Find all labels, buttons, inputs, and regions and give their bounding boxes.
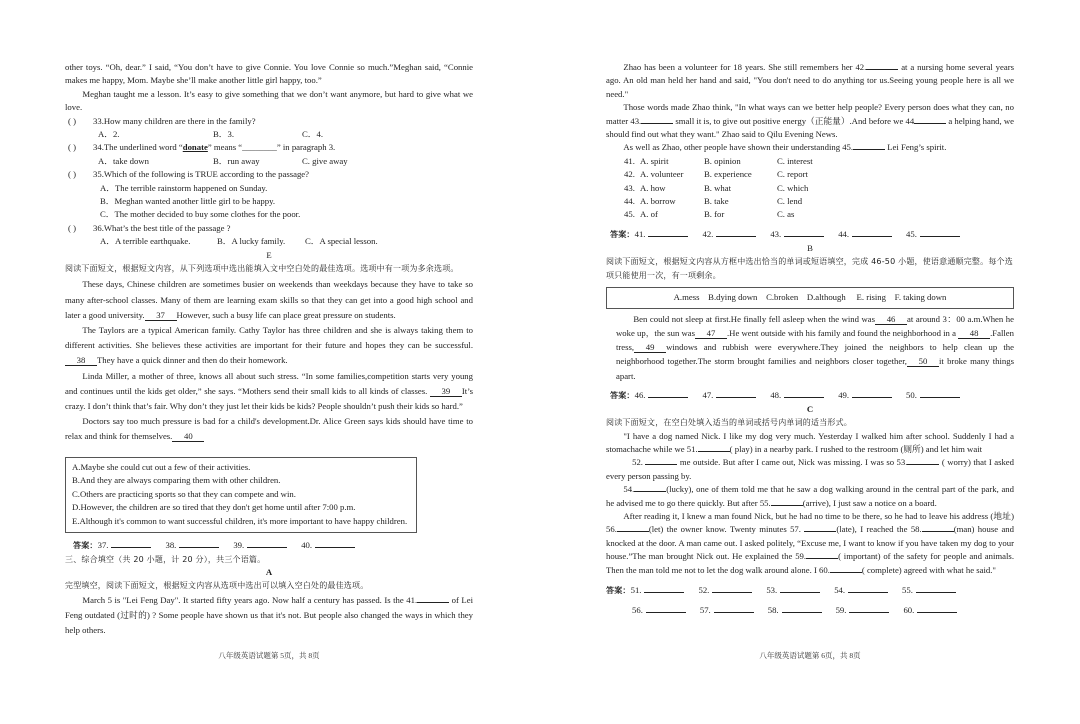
passage-paragraph bbox=[606, 312, 1014, 383]
option-item: D.However, the children are so tired that they don't get home until after 7:00 p.m. bbox=[72, 502, 356, 513]
answer-item bbox=[903, 605, 957, 615]
answer-number: 43. bbox=[770, 228, 782, 239]
option-c: C．4. bbox=[302, 129, 323, 140]
answer-row bbox=[606, 603, 1014, 617]
question-options bbox=[65, 155, 473, 168]
text-run: As well as Zhao, other people have shown their understanding 45. bbox=[623, 142, 854, 153]
answer-blank[interactable] bbox=[784, 390, 824, 398]
text-run: it broke many things apart. bbox=[616, 356, 1014, 381]
passage-paragraph bbox=[65, 277, 473, 323]
answer-blank[interactable] bbox=[917, 605, 957, 613]
blank-field[interactable] bbox=[641, 123, 673, 124]
answer-label: 答案： bbox=[610, 390, 635, 400]
choice-option-a[interactable]: A. of bbox=[640, 209, 658, 220]
answer-blank[interactable] bbox=[780, 585, 820, 593]
page-footer: 八年级英语试题第 5页，共 8页 bbox=[218, 651, 320, 660]
section-instruction: 阅读下面短文，根据短文内容从方框中选出恰当的单词或短语填空，完成 46-50 小题，使语意通顺完整。每个选项只能使用一次，有一项剩余。 bbox=[606, 257, 1013, 281]
answer-item bbox=[635, 229, 689, 239]
answer-row bbox=[606, 388, 1014, 403]
answer-blank[interactable] bbox=[179, 540, 219, 548]
passage-paragraph bbox=[606, 483, 1014, 510]
answer-number: 53. bbox=[766, 585, 778, 596]
answer-blank[interactable] bbox=[852, 229, 892, 237]
answer-blank[interactable] bbox=[644, 585, 684, 593]
answer-paren[interactable]: ( ) bbox=[68, 222, 76, 233]
choice-option-c[interactable]: C. which bbox=[777, 182, 809, 193]
answer-item bbox=[838, 229, 892, 239]
blank-field[interactable] bbox=[806, 558, 838, 559]
answer-blank[interactable] bbox=[646, 605, 686, 613]
choice-option-a[interactable]: A. how bbox=[640, 182, 666, 193]
text-run: These days, Chinese children are sometimes busier on weekends than weekdays because they have to take so many after-school classes. Many of them are learning exam skills so that they can get into a good high school and later a good university. bbox=[65, 279, 473, 320]
answer-blank[interactable] bbox=[714, 605, 754, 613]
blank-field[interactable] bbox=[853, 149, 885, 150]
text-run: (late), I reached the 58. bbox=[836, 524, 922, 535]
blank-field[interactable]: 50 bbox=[907, 357, 939, 367]
question-options bbox=[65, 235, 473, 248]
blank-field[interactable]: 46 bbox=[875, 315, 907, 325]
option-item: A.Maybe she could cut out a few of their activities. bbox=[72, 461, 251, 472]
choice-option-a[interactable]: A. spirit bbox=[640, 155, 669, 166]
option-a: A．A terrible earthquake. bbox=[100, 236, 191, 247]
answer-blank[interactable] bbox=[784, 229, 824, 237]
answer-item bbox=[906, 390, 960, 400]
passage-paragraph bbox=[606, 430, 1014, 457]
passage-paragraph bbox=[65, 88, 473, 115]
text-run: They have a quick dinner and then do their homework. bbox=[97, 355, 288, 366]
section-letter: A bbox=[265, 566, 273, 577]
answer-number: 52. bbox=[698, 585, 710, 596]
text-run: at a nursing home several years ago. An old man held her hand and said, "You don't need to do anything tor us.Seeing young people here is all we need." bbox=[606, 62, 1014, 99]
passage-paragraph bbox=[606, 510, 1014, 577]
blank-field[interactable] bbox=[804, 531, 836, 532]
text-run: However, such a busy life can place great pressure on students. bbox=[176, 309, 396, 320]
choice-number: 42. bbox=[624, 169, 635, 180]
right-page bbox=[606, 61, 1014, 617]
answer-paren[interactable]: ( ) bbox=[68, 142, 76, 153]
text-run: at around 3：00 a.m.When he woke up，the sun was bbox=[616, 313, 1014, 338]
answer-blank[interactable] bbox=[916, 585, 956, 593]
blank-field[interactable]: 47 bbox=[695, 329, 727, 339]
answer-label: 答案： bbox=[610, 229, 635, 239]
option-a: A．take down bbox=[98, 155, 149, 166]
answer-blank[interactable] bbox=[920, 390, 960, 398]
choice-number: 45. bbox=[624, 209, 635, 220]
answer-item bbox=[698, 585, 752, 595]
answer-number: 54. bbox=[834, 585, 846, 596]
answer-row bbox=[606, 227, 1014, 242]
text-run: .He went outside with his family and found the neighborhood in a bbox=[727, 327, 959, 338]
answer-number: 55. bbox=[902, 585, 913, 596]
section-instruction: 完型填空，阅读下面短文，根据短文内容从选项中选出可以填入空白处的最佳选项。 bbox=[65, 581, 369, 591]
answer-paren[interactable]: ( ) bbox=[68, 169, 76, 180]
answer-number: 44. bbox=[838, 228, 850, 239]
answer-label: 答案： bbox=[73, 540, 98, 550]
blank-field[interactable] bbox=[830, 572, 862, 573]
left-page bbox=[65, 61, 473, 638]
answer-blank[interactable] bbox=[848, 585, 888, 593]
answer-blank[interactable] bbox=[849, 605, 889, 613]
answer-item bbox=[631, 585, 685, 595]
passage-paragraph bbox=[65, 593, 473, 639]
answer-number: 51. bbox=[630, 585, 642, 596]
option-b: B．run away bbox=[213, 155, 260, 166]
part-heading: 三、综合填空（共 20 小题，计 20 分），共三个语篇。 bbox=[65, 554, 266, 564]
text-run: ( complete) agreed with what he said." bbox=[861, 564, 996, 575]
text-run: small it is, to give out positive energy（正能量）.And before we 44 bbox=[673, 115, 915, 126]
option-a: A．2. bbox=[98, 129, 120, 140]
choice-option-b[interactable]: B. opinion bbox=[704, 155, 741, 166]
text-run: "I have a dog named Nick. I like my dog very much. Yesterday I walked him after school. Suddenly I had a stomachache while we 51. bbox=[606, 430, 1014, 454]
answer-item bbox=[770, 229, 824, 239]
question-stem: 34.The underlined word “ bbox=[93, 142, 183, 153]
text-run: other toys. “Oh, dear.” I said, “You don’t have to give Connie. You love Connie so much.”Meghan said, “Connie makes me happy, Mom. Maybe she’ll make another little girl happy, too.” bbox=[65, 62, 473, 86]
choice-option-c[interactable]: C. as bbox=[777, 209, 795, 220]
answer-blank[interactable] bbox=[716, 390, 756, 398]
answer-blank[interactable] bbox=[782, 605, 822, 613]
passage-paragraph bbox=[606, 61, 1014, 101]
answer-blank[interactable] bbox=[247, 540, 287, 548]
blank-field[interactable] bbox=[617, 531, 649, 532]
option-item: E.Although it's common to want successful children, it's more important to have happy children. bbox=[72, 515, 408, 526]
question-stem: ” means “________” in paragraph 3. bbox=[207, 142, 336, 153]
answer-blank[interactable] bbox=[716, 229, 756, 237]
choice-list bbox=[606, 155, 1014, 222]
answer-number: 59. bbox=[835, 605, 847, 616]
section-instruction: 阅读下面短文，在空白处填入适当的单词或括号内单词的适当形式。 bbox=[606, 418, 852, 428]
blank-field[interactable] bbox=[907, 464, 939, 465]
answer-number: 41. bbox=[634, 228, 646, 239]
blank-field[interactable] bbox=[914, 123, 946, 124]
answer-item bbox=[98, 540, 152, 550]
text-run: (lucky), one of them told me that he saw a dog walking around in the central part of the park, and he advised me to go there quickly. But after 55. bbox=[606, 484, 1014, 508]
text-run: Zhao has been a volunteer for 18 years. She still remembers her 42. bbox=[623, 62, 867, 72]
answer-number: 38. bbox=[165, 539, 177, 550]
answer-number: 45. bbox=[906, 228, 917, 239]
answer-item bbox=[836, 605, 890, 615]
choice-option-b[interactable]: B. for bbox=[704, 209, 725, 220]
choice-row bbox=[606, 195, 1014, 208]
answer-number: 56. bbox=[632, 605, 643, 616]
answer-blank[interactable] bbox=[712, 585, 752, 593]
choice-option-c[interactable]: C. report bbox=[777, 169, 808, 180]
text-run: (man) house and knocked at the door. A man came out. I asked politely, “Excuse me, I want to know if you have taken my dog to your house.”The man brought Nick out. He explained the 59. bbox=[606, 524, 1014, 562]
question-stem: 33.How many children are there in the family? bbox=[93, 115, 256, 126]
underlined-word: donate bbox=[182, 142, 208, 153]
passage-paragraph bbox=[606, 141, 1014, 154]
text-run: The Taylors are a typical American family. Cathy Taylor has three children and she is always taking them to different activities. She believes these activities are important for their future and hopes they can be successful. bbox=[65, 324, 473, 351]
section-letter: E bbox=[266, 249, 272, 260]
question-33 bbox=[65, 115, 473, 128]
answer-blank[interactable] bbox=[852, 390, 892, 398]
blank-field[interactable] bbox=[866, 69, 898, 70]
passage-paragraph bbox=[65, 414, 473, 444]
answer-item bbox=[906, 229, 960, 239]
passage-paragraph bbox=[65, 61, 473, 88]
answer-number: 46. bbox=[634, 389, 646, 400]
blank-field[interactable]: 37 bbox=[145, 311, 177, 321]
answer-item bbox=[768, 605, 822, 615]
answer-item bbox=[702, 390, 756, 400]
text-run: 54. bbox=[623, 484, 635, 495]
option-c: C．The mother decided to buy some clothes for the poor. bbox=[100, 209, 301, 220]
text-run: It’s crazy. I don’t think that’s fair. Why don’t they just let their kids be kids? People shouldn’t push their kids so hard.” bbox=[65, 385, 473, 411]
choice-row bbox=[606, 208, 1014, 221]
blank-field[interactable]: 39 bbox=[430, 387, 462, 397]
answer-item bbox=[770, 390, 824, 400]
option-b: B．3. bbox=[213, 129, 234, 140]
passage-paragraph bbox=[65, 369, 473, 415]
answer-item bbox=[834, 585, 888, 595]
blank-field[interactable]: 48 bbox=[958, 329, 990, 339]
answer-number: 60. bbox=[903, 605, 915, 616]
answer-row bbox=[65, 538, 473, 553]
text-run: .Fallen tress, bbox=[616, 327, 1015, 353]
blank-field[interactable] bbox=[645, 464, 677, 465]
text-run: ( play) in a nearby park. I rushed to the restroom (厕所) and let him wait bbox=[729, 443, 983, 454]
section-letter: C bbox=[806, 403, 814, 414]
choice-number: 43. bbox=[624, 182, 635, 193]
answer-label: 答案： bbox=[606, 586, 631, 596]
answer-number: 57. bbox=[699, 605, 711, 616]
choice-option-a[interactable]: A. volunteer bbox=[640, 169, 684, 180]
question-36 bbox=[65, 222, 473, 235]
text-run: ( worry) that I asked every person passing by. bbox=[606, 457, 1014, 481]
option-b: B．A lucky family. bbox=[217, 236, 286, 247]
blank-field[interactable] bbox=[771, 505, 803, 506]
answer-number: 39. bbox=[233, 539, 245, 550]
section-letter: B bbox=[807, 242, 813, 253]
text-run: a helping hand, we should find out what they want." Zhao said to Qilu Evening News. bbox=[606, 115, 1014, 140]
blank-field[interactable] bbox=[922, 531, 954, 532]
answer-number: 47. bbox=[702, 389, 714, 400]
option-c: C. give away bbox=[302, 155, 348, 166]
blank-field[interactable] bbox=[417, 602, 449, 603]
text-run: Ben could not sleep at first.He finally fell asleep when the wind was bbox=[633, 313, 876, 324]
answer-paren[interactable]: ( ) bbox=[68, 115, 76, 126]
answer-item bbox=[766, 585, 820, 595]
option-a: A．The terrible rainstorm happened on Sunday. bbox=[100, 182, 268, 193]
question-34 bbox=[65, 141, 473, 154]
answer-item bbox=[301, 540, 355, 550]
answer-item bbox=[702, 229, 756, 239]
answer-blank[interactable] bbox=[111, 540, 151, 548]
choice-row bbox=[606, 182, 1014, 195]
answer-number: 37. bbox=[97, 539, 109, 550]
question-stem: 35.Which of the following is TRUE according to the passage? bbox=[93, 169, 310, 180]
text-run: After reading it, I knew a man found Nick, but he had no time to be there, so he had to leave his address (地址) 56. bbox=[606, 511, 1014, 535]
text-run: windows and rubbish were everywhere.They joined the neighbors to help clean up the neighborhood together.The storm brought families and neighbors closer together, bbox=[616, 342, 1014, 367]
answer-item bbox=[632, 605, 686, 615]
answer-item bbox=[635, 390, 689, 400]
answer-item bbox=[902, 585, 956, 595]
question-stem: 36.What’s the best title of the passage ? bbox=[93, 222, 231, 233]
text-run: Lei Feng’s spirit. bbox=[885, 142, 947, 153]
option-b: B．Meghan wanted another little girl to be happy. bbox=[100, 195, 276, 206]
question-options bbox=[65, 128, 473, 141]
passage-paragraph bbox=[65, 323, 473, 369]
option-c: C．A special lesson. bbox=[305, 236, 378, 247]
blank-field[interactable]: 49 bbox=[634, 343, 666, 353]
choice-row bbox=[606, 155, 1014, 168]
text-run: Doctors say too much pressure is bad for a child's development.Dr. Alice Green says kids should have time to relax and think for themselves. bbox=[65, 416, 473, 442]
text-run: Linda Miller, a mother of three, knows all about such stress. “In some families,competition starts very young and continues until the kids get older,” she says. “Mothers send their small kids to all kinds of classes. bbox=[65, 370, 473, 396]
options-box bbox=[65, 457, 417, 533]
choice-option-c[interactable]: C. interest bbox=[777, 155, 813, 166]
blank-field[interactable]: 40 bbox=[172, 432, 204, 442]
word-box: A.mess B.dying down C.broken D.although E. rising F. taking down bbox=[606, 287, 1014, 309]
passage-paragraph bbox=[606, 101, 1014, 141]
text-run: of Lei Feng outdated (过时的) ? Some people have shown us that it's not. But people also changed the ways in which they help others. bbox=[65, 594, 473, 636]
text-run: Meghan taught me a lesson. It’s easy to give something that we don’t want anymore, but hard to give what we love. bbox=[65, 88, 473, 113]
answer-number: 42. bbox=[702, 228, 714, 239]
question-35 bbox=[65, 168, 473, 181]
choice-option-a[interactable]: A. borrow bbox=[640, 196, 676, 207]
answer-number: 58. bbox=[767, 605, 779, 616]
answer-item bbox=[233, 540, 287, 550]
text-run: ( important) of the safety for people and animals. Then the man told me not to let the dog walk around alone. I 60. bbox=[606, 551, 1014, 575]
text-run: Those words made Zhao think, "In what ways can we better help people? Every person does what they can, no matter 43. bbox=[606, 102, 1014, 126]
answer-item bbox=[165, 540, 219, 550]
section-instruction: 阅读下面短文，根据短文内容，从下列选项中选出能填入文中空白处的最佳选项。选项中有一项为多余选项。 bbox=[65, 263, 459, 273]
text-run: (let) the owner know. Twenty minutes 57. bbox=[648, 524, 805, 535]
answer-blank[interactable] bbox=[315, 540, 355, 548]
answer-number: 49. bbox=[838, 389, 850, 400]
choice-number: 41. bbox=[624, 155, 635, 166]
choice-option-c[interactable]: C. lend bbox=[777, 196, 803, 207]
choice-row bbox=[606, 168, 1014, 181]
option-item: C.Others are practicing sports so that they can compete and win. bbox=[72, 488, 296, 499]
option-item: B.And they are always comparing them with other children. bbox=[72, 475, 281, 486]
choice-option-b[interactable]: B. experience bbox=[704, 169, 752, 180]
choice-option-b[interactable]: B. take bbox=[704, 196, 729, 207]
answer-number: 50. bbox=[906, 389, 917, 400]
answer-item bbox=[838, 390, 892, 400]
page-footer: 八年级英语试题第 6页，共 8页 bbox=[759, 651, 861, 660]
answer-number: 48. bbox=[770, 389, 782, 400]
answer-number: 40. bbox=[301, 539, 313, 550]
answer-blank[interactable] bbox=[920, 229, 960, 237]
blank-field[interactable] bbox=[634, 491, 666, 492]
text-run: March 5 is "Lei Feng Day". It started fifty years ago. Now half a century has passed. Is the 41. bbox=[82, 594, 418, 605]
choice-number: 44. bbox=[624, 196, 635, 207]
text-run: me outside. But after I came out, Nick was missing. I was so 53. bbox=[677, 457, 908, 468]
answer-blank[interactable] bbox=[648, 229, 688, 237]
text-run: (arrive), I just saw a notice on a board. bbox=[802, 497, 937, 508]
answer-row bbox=[606, 583, 1014, 598]
answer-item bbox=[700, 605, 754, 615]
choice-option-b[interactable]: B. what bbox=[704, 182, 732, 193]
blank-field[interactable]: 38 bbox=[65, 356, 97, 366]
text-run: 52. bbox=[632, 457, 646, 468]
passage-paragraph bbox=[606, 456, 1014, 483]
blank-field[interactable] bbox=[698, 451, 730, 452]
answer-blank[interactable] bbox=[648, 390, 688, 398]
